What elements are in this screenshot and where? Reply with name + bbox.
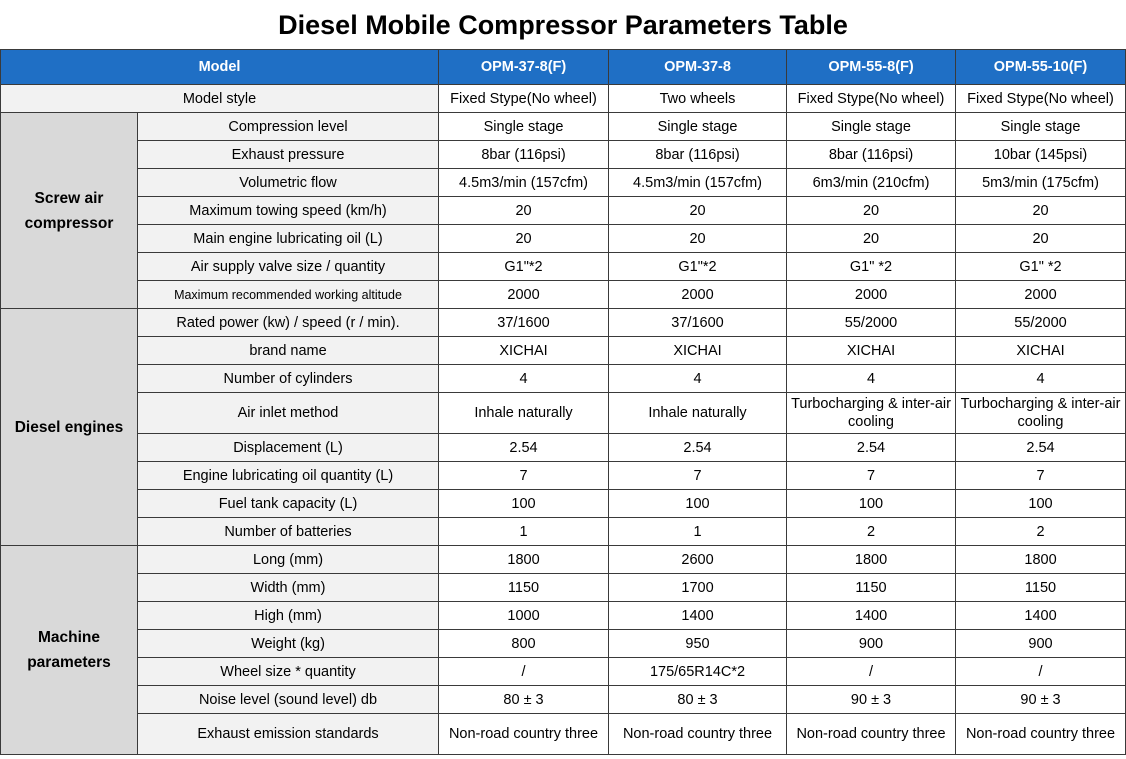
value-cell: 4	[787, 365, 956, 393]
value-cell: Turbocharging & inter-air cooling	[956, 393, 1126, 434]
value-cell: 20	[956, 197, 1126, 225]
model-header-cell: OPM-37-8	[609, 50, 787, 85]
param-label: High (mm)	[138, 602, 439, 630]
value-cell: 6m3/min (210cfm)	[787, 169, 956, 197]
value-cell: 8bar (116psi)	[439, 141, 609, 169]
value-cell: 80 ± 3	[609, 686, 787, 714]
value-cell: /	[956, 658, 1126, 686]
value-cell: 1150	[956, 574, 1126, 602]
value-cell: 55/2000	[787, 309, 956, 337]
value-cell: 20	[609, 197, 787, 225]
param-label: Wheel size * quantity	[138, 658, 439, 686]
value-cell: 20	[439, 197, 609, 225]
param-label: Maximum towing speed (km/h)	[138, 197, 439, 225]
value-cell: 2.54	[787, 434, 956, 462]
value-cell: 100	[787, 490, 956, 518]
value-cell: 8bar (116psi)	[609, 141, 787, 169]
value-cell: 7	[609, 462, 787, 490]
param-label: Exhaust emission standards	[138, 714, 439, 755]
value-cell: Inhale naturally	[439, 393, 609, 434]
table-row	[1, 85, 1126, 113]
value-cell: 20	[439, 225, 609, 253]
value-cell: 2000	[787, 281, 956, 309]
param-label: Number of cylinders	[138, 365, 439, 393]
value-cell: Single stage	[609, 113, 787, 141]
value-cell: Non-road country three	[439, 714, 609, 755]
table-row	[1, 490, 1126, 518]
param-label: Width (mm)	[138, 574, 439, 602]
table-row	[1, 365, 1126, 393]
table-row	[1, 225, 1126, 253]
value-cell: 800	[439, 630, 609, 658]
page-title: Diesel Mobile Compressor Parameters Table	[278, 10, 848, 40]
value-cell: 1	[609, 518, 787, 546]
value-cell: G1" *2	[956, 253, 1126, 281]
value-cell: 175/65R14C*2	[609, 658, 787, 686]
param-label: Engine lubricating oil quantity (L)	[138, 462, 439, 490]
value-cell: 10bar (145psi)	[956, 141, 1126, 169]
param-label: brand name	[138, 337, 439, 365]
value-cell: 900	[787, 630, 956, 658]
value-cell: Single stage	[956, 113, 1126, 141]
model-header: Model	[1, 50, 439, 85]
parameters-table	[0, 49, 1126, 755]
table-row	[1, 281, 1126, 309]
value-cell: 90 ± 3	[956, 686, 1126, 714]
model-header-cell: OPM-55-8(F)	[787, 50, 956, 85]
param-label: Rated power (kw) / speed (r / min).	[138, 309, 439, 337]
value-cell: 7	[439, 462, 609, 490]
param-label: Air inlet method	[138, 393, 439, 434]
value-cell: 2000	[439, 281, 609, 309]
param-label: Main engine lubricating oil (L)	[138, 225, 439, 253]
table-row	[1, 253, 1126, 281]
value-cell: 20	[787, 197, 956, 225]
value-cell: 100	[609, 490, 787, 518]
value-cell: XICHAI	[787, 337, 956, 365]
value-cell: 100	[439, 490, 609, 518]
value-cell: XICHAI	[609, 337, 787, 365]
value-cell: 900	[956, 630, 1126, 658]
group-label-diesel: Diesel engines	[1, 309, 138, 546]
value-cell: 20	[609, 225, 787, 253]
value-cell: G1"*2	[439, 253, 609, 281]
model-header-cell: OPM-37-8(F)	[439, 50, 609, 85]
value-cell: 1150	[787, 574, 956, 602]
value-cell: 55/2000	[956, 309, 1126, 337]
table-row	[1, 462, 1126, 490]
table-row	[1, 197, 1126, 225]
value-cell: 4.5m3/min (157cfm)	[439, 169, 609, 197]
value-cell: 37/1600	[439, 309, 609, 337]
value-cell: 2000	[609, 281, 787, 309]
param-label: Weight (kg)	[138, 630, 439, 658]
value-cell: Non-road country three	[956, 714, 1126, 755]
value-cell: 20	[787, 225, 956, 253]
param-label: Air supply valve size / quantity	[138, 253, 439, 281]
value-cell: Inhale naturally	[609, 393, 787, 434]
value-cell: 1400	[609, 602, 787, 630]
value-cell: 90 ± 3	[787, 686, 956, 714]
value-cell: 8bar (116psi)	[787, 141, 956, 169]
value-cell: G1" *2	[787, 253, 956, 281]
table-row	[1, 574, 1126, 602]
value-cell: 100	[956, 490, 1126, 518]
table-row	[1, 434, 1126, 462]
model-header-cell: OPM-55-10(F)	[956, 50, 1126, 85]
value-cell: /	[439, 658, 609, 686]
value-cell: 4	[439, 365, 609, 393]
param-label: Displacement (L)	[138, 434, 439, 462]
value-cell: 2	[956, 518, 1126, 546]
value-cell: 2	[787, 518, 956, 546]
table-row	[1, 518, 1126, 546]
value-cell: 2.54	[609, 434, 787, 462]
table-row	[1, 630, 1126, 658]
table-row	[1, 113, 1126, 141]
value-cell: 7	[956, 462, 1126, 490]
table-row	[1, 658, 1126, 686]
value-cell: Two wheels	[609, 85, 787, 113]
value-cell: 1000	[439, 602, 609, 630]
value-cell: 2000	[956, 281, 1126, 309]
param-label: Fuel tank capacity (L)	[138, 490, 439, 518]
value-cell: 1400	[956, 602, 1126, 630]
param-label: Number of batteries	[138, 518, 439, 546]
value-cell: 7	[787, 462, 956, 490]
value-cell: Non-road country three	[609, 714, 787, 755]
value-cell: Fixed Stype(No wheel)	[787, 85, 956, 113]
group-label-machine: Machine parameters	[1, 546, 138, 755]
value-cell: 4	[609, 365, 787, 393]
value-cell: Single stage	[787, 113, 956, 141]
value-cell: /	[787, 658, 956, 686]
table-row	[1, 546, 1126, 574]
param-label: Compression level	[138, 113, 439, 141]
value-cell: 1	[439, 518, 609, 546]
table-row	[1, 169, 1126, 197]
value-cell: 37/1600	[609, 309, 787, 337]
table-row	[1, 393, 1126, 434]
param-label: Maximum recommended working altitude	[138, 281, 439, 309]
value-cell: 1800	[787, 546, 956, 574]
value-cell: 1800	[956, 546, 1126, 574]
value-cell: 2.54	[956, 434, 1126, 462]
param-label: Model style	[1, 85, 439, 113]
value-cell: Single stage	[439, 113, 609, 141]
value-cell: 20	[956, 225, 1126, 253]
value-cell: Non-road country three	[787, 714, 956, 755]
value-cell: 80 ± 3	[439, 686, 609, 714]
value-cell: 1400	[787, 602, 956, 630]
value-cell: 2600	[609, 546, 787, 574]
param-label: Noise level (sound level) db	[138, 686, 439, 714]
table-row	[1, 714, 1126, 755]
group-label-screw: Screw air compressor	[1, 113, 138, 309]
value-cell: 1150	[439, 574, 609, 602]
value-cell: Fixed Stype(No wheel)	[956, 85, 1126, 113]
value-cell: 5m3/min (175cfm)	[956, 169, 1126, 197]
value-cell: 950	[609, 630, 787, 658]
value-cell: G1"*2	[609, 253, 787, 281]
value-cell: 2.54	[439, 434, 609, 462]
value-cell: 4.5m3/min (157cfm)	[609, 169, 787, 197]
value-cell: Fixed Stype(No wheel)	[439, 85, 609, 113]
table-row	[1, 686, 1126, 714]
value-cell: 1700	[609, 574, 787, 602]
header-row	[1, 50, 1126, 85]
value-cell: 4	[956, 365, 1126, 393]
table-row	[1, 141, 1126, 169]
value-cell: 1800	[439, 546, 609, 574]
table-row	[1, 309, 1126, 337]
value-cell: XICHAI	[439, 337, 609, 365]
param-label: Volumetric flow	[138, 169, 439, 197]
param-label: Exhaust pressure	[138, 141, 439, 169]
param-label: Long (mm)	[138, 546, 439, 574]
value-cell: XICHAI	[956, 337, 1126, 365]
value-cell: Turbocharging & inter-air cooling	[787, 393, 956, 434]
table-row	[1, 337, 1126, 365]
table-row	[1, 602, 1126, 630]
